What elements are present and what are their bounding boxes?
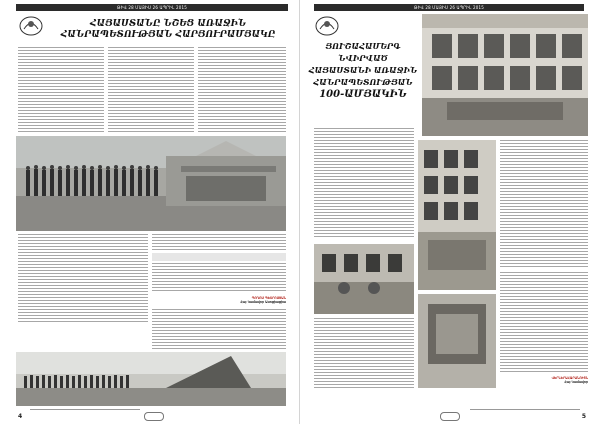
right-byline — [500, 376, 588, 384]
small-image — [152, 253, 286, 261]
left-headline — [40, 19, 296, 41]
text-column — [152, 234, 286, 250]
text-column — [152, 309, 286, 349]
emblem-logo-icon — [314, 15, 340, 37]
right-page-number: 5 — [581, 413, 586, 420]
text-column — [18, 47, 104, 133]
right-headline-line-2: ՆՎԻՐՎԱԾ — [338, 53, 388, 63]
museum-wall-photo — [422, 14, 588, 136]
right-headline-line-1: ՅՈՒՇԱՀԱՄԵՐԳ — [325, 41, 401, 51]
text-column — [198, 47, 286, 133]
text-column — [108, 47, 194, 133]
left-byline-org: Հայ Կամավոր Ասոցիացիա — [240, 300, 286, 304]
right-byline-name: ՎԵՐՆԵՐԱՀԱՐԱՆՈՒՅՆ — [551, 376, 588, 380]
right-headline — [308, 40, 418, 102]
exhibition-photo — [314, 244, 414, 314]
text-column — [314, 128, 414, 238]
left-headline-line-2: ՀԱՆՐԱՊԵՏՈՒԹՅԱՆ ՀԱՐՅՈՒՐԱՄՅԱԿԸ — [60, 30, 276, 40]
left-headline-line-1: ՀԱՅԱՍՏԱՆԸ ՆՇԵՑ ԱՌԱՋԻՆ — [89, 19, 247, 29]
left-page-number: 4 — [18, 413, 23, 420]
text-column — [314, 318, 414, 388]
footer-logo-icon — [440, 412, 460, 421]
left-byline-name: ՊՈՂՈՍ ՊԵՏՐՈՍՅԱՆ — [251, 296, 286, 300]
left-footer-rule — [30, 409, 140, 418]
soldiers-photo — [16, 136, 286, 231]
right-header-text: ԹԻՎ 28 ՄԱՅԻՍ 26 ԱՊՐԻԼ 2015 — [414, 5, 484, 10]
right-page — [300, 0, 600, 424]
memorial-photo — [418, 294, 496, 388]
parade-photo — [16, 352, 286, 406]
right-headline-line-4: ՀԱՆՐԱՊԵՏՈՒԹՅԱՆ — [313, 77, 413, 87]
footer-logo-icon — [144, 412, 164, 421]
gallery-photo — [418, 140, 496, 290]
left-header-text: ԹԻՎ 28 ՄԱՅԻՍ 26 ԱՊՐԻԼ 2015 — [117, 5, 187, 10]
right-header-bar — [314, 4, 584, 11]
text-column — [500, 140, 588, 268]
right-byline-org: Հայ Կամավոր — [564, 380, 588, 384]
text-column — [152, 263, 286, 293]
left-header-bar — [16, 4, 288, 11]
right-footer-rule — [470, 409, 580, 418]
text-column — [18, 234, 148, 324]
right-headline-line-3: ՀԱՅԱՍՏԱՆԻ ԱՌԱՋԻՆ — [308, 65, 418, 75]
text-column — [500, 272, 588, 372]
left-byline — [152, 296, 286, 304]
right-headline-line-5: 100-ԱՄՅԱԿԻՆ — [319, 89, 407, 100]
